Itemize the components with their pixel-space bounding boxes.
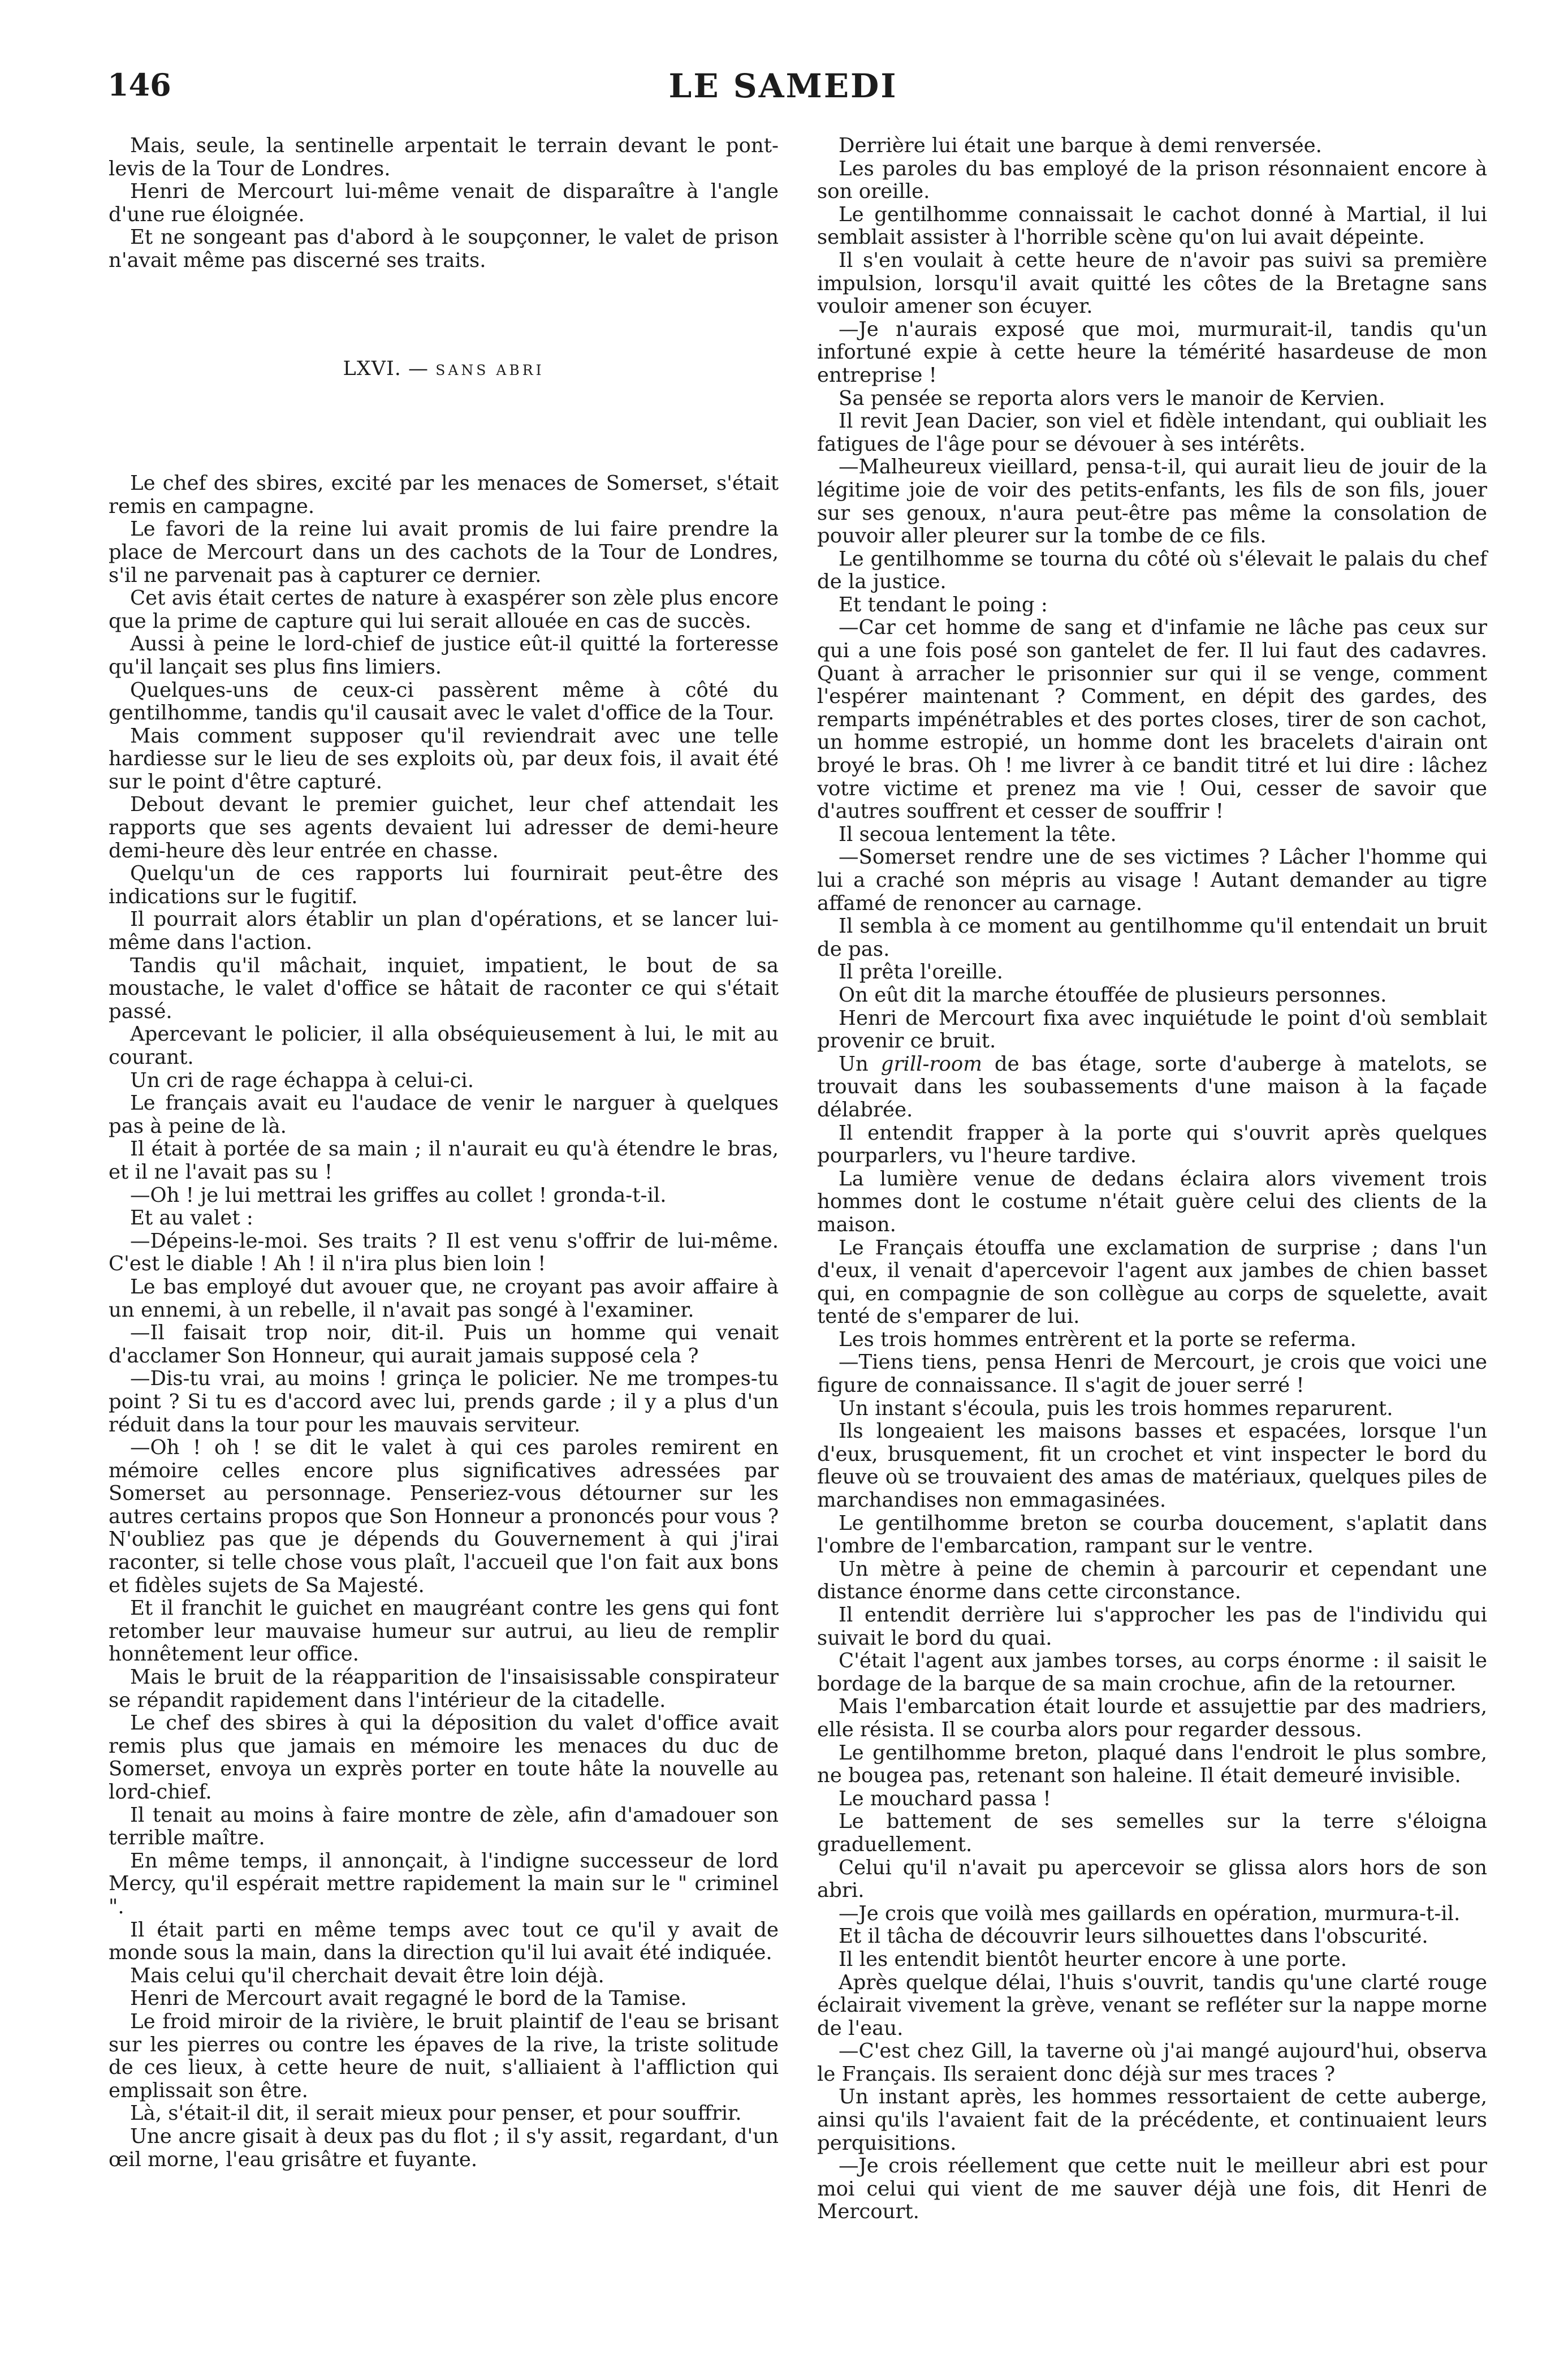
paragraph: Henri de Mercourt avait regagné le bord de la Tamise. bbox=[130, 1987, 687, 2011]
paragraph: Il tenait au moins à faire montre de zèle, afin d'amadouer son terrible maître. bbox=[109, 1803, 779, 1850]
paragraph: Mais, seule, la sentinelle arpentait le terrain devant le pont-levis de la Tour de Londres. bbox=[109, 134, 779, 180]
paragraph: Il était parti en même temps avec tout ce qu'il y avait de monde sous la main, dans la direction qu'il lui avait été indiquée. bbox=[109, 1918, 779, 1965]
paragraph: Et il franchit le guichet en maugréant contre les gens qui font retomber leur mauvaise humeur sur autrui, au lieu de remplir honnêtement leur office. bbox=[109, 1597, 779, 1666]
paragraph: Il entendit derrière lui s'approcher les pas de l'individu qui suivait le bord du quai. bbox=[817, 1603, 1487, 1650]
paragraph: Tandis qu'il mâchait, inquiet, impatient, le bout de sa moustache, le valet d'office se hâtait de raconter ce qui s'était passé. bbox=[109, 954, 779, 1023]
paragraph: —Dépeins-le-moi. Ses traits ? Il est venu s'offrir de lui-même. C'est le diable ! Ah ! il n'ira plus bien loin ! bbox=[109, 1229, 779, 1276]
paragraph: —C'est chez Gill, la taverne où j'ai mangé aujourd'hui, observa le Français. Ils seraient donc déjà sur mes traces ? bbox=[817, 2039, 1487, 2086]
paragraph: Le froid miroir de la rivière, le bruit plaintif de l'eau se brisant sur les pierres ou contre les épaves de la rive, la triste solitude de ces lieux, à cette heure de nuit, s'alliaient à l'affliction qui emplissait son être. bbox=[109, 2009, 779, 2102]
paragraph: On eût dit la marche étouffée de plusieurs personnes. bbox=[839, 983, 1387, 1007]
paragraph: Là, s'était-il dit, il serait mieux pour penser, et pour souffrir. bbox=[130, 2102, 742, 2125]
left-paragraphs-before bbox=[109, 135, 779, 273]
paragraph: Le gentilhomme connaissait le cachot donné à Martial, il lui semblait assister à l'horrible scène qu'on lui avait dépeinte. bbox=[817, 202, 1487, 249]
paragraph: Sa pensée se reporta alors vers le manoir de Kervien. bbox=[839, 386, 1385, 410]
right-paragraphs-part1 bbox=[817, 135, 1487, 1053]
paragraph: Derrière lui était une barque à demi renversée. bbox=[839, 134, 1322, 157]
paragraph: Les trois hommes entrèrent et la porte se referma. bbox=[839, 1327, 1357, 1351]
paragraph: —Je crois que voilà mes gaillards en opération, murmura-t-il. bbox=[839, 1901, 1461, 1925]
paragraph: Il secoua lentement la tête. bbox=[839, 822, 1117, 846]
paragraph: Quelques-uns de ceux-ci passèrent même à côté du gentilhomme, tandis qu'il causait avec le valet d'office de la Tour. bbox=[109, 678, 779, 725]
paragraph: Quelqu'un de ces rapports lui fournirait peut-être des indications sur le fugitif. bbox=[109, 862, 779, 908]
paragraph-grill-room: Un grill-room de bas étage, sorte d'auberge à matelots, se trouvait dans les soubassements d'une maison à la façade délabrée. bbox=[817, 1052, 1487, 1122]
page-header bbox=[96, 67, 1470, 118]
paragraph: Le bas employé dut avouer que, ne croyant pas avoir affaire à un ennemi, à un rebelle, il n'avait pas songé à l'examiner. bbox=[109, 1275, 779, 1322]
paragraph: C'était l'agent aux jambes torses, au corps énorme : il saisit le bordage de la barque de sa main crochue, afin de la retourner. bbox=[817, 1649, 1487, 1696]
paragraph: —Je n'aurais exposé que moi, murmurait-il, tandis qu'un infortuné expie à cette heure la témérité hasardeuse de mon entreprise ! bbox=[817, 317, 1487, 387]
running-title: LE SAMEDI bbox=[668, 67, 898, 105]
paragraph: Debout devant le premier guichet, leur chef attendait les rapports que ses agents devaient lui adresser de demi-heure demi-heure dès leur entrée en chasse. bbox=[109, 793, 779, 862]
paragraph: Et il tâcha de découvrir leurs silhouettes dans l'obscurité. bbox=[839, 1925, 1428, 1948]
paragraph: Le battement de ses semelles sur la terre s'éloigna graduellement. bbox=[817, 1810, 1487, 1856]
paragraph: —Il faisait trop noir, dit-il. Puis un homme qui venait d'acclamer Son Honneur, qui aurait jamais supposé cela ? bbox=[109, 1321, 779, 1368]
paragraph: Il pourrait alors établir un plan d'opérations, et se lancer lui-même dans l'action. bbox=[109, 908, 779, 955]
paragraph: Henri de Mercourt fixa avec inquiétude le point d'où semblait provenir ce bruit. bbox=[817, 1006, 1487, 1053]
paragraph: Les paroles du bas employé de la prison résonnaient encore à son oreille. bbox=[817, 157, 1487, 204]
paragraph: Un cri de rage échappa à celui-ci. bbox=[130, 1068, 474, 1092]
paragraph: Un instant après, les hommes ressortaient de cette auberge, ainsi qu'ils l'avaient fait de la précédente, et continuaient leurs perquisitions. bbox=[817, 2085, 1487, 2155]
paragraph: —Somerset rendre une de ses victimes ? Lâcher l'homme qui lui a craché son mépris au visage ! Autant demander au tigre affamé de renoncer au carnage. bbox=[817, 846, 1487, 915]
paragraph: Cet avis était certes de nature à exaspérer son zèle plus encore que la prime de capture qui lui serait allouée en cas de succès. bbox=[109, 586, 779, 633]
paragraph: Et tendant le poing : bbox=[839, 593, 1048, 616]
paragraph: Il était à portée de sa main ; il n'aurait eu qu'à étendre le bras, et il ne l'avait pas su ! bbox=[109, 1137, 779, 1184]
paragraph: Celui qu'il n'avait pu apercevoir se glissa alors hors de son abri. bbox=[817, 1856, 1487, 1903]
left-column bbox=[109, 135, 779, 2171]
paragraph: Il sembla à ce moment au gentilhomme qu'il entendait un bruit de pas. bbox=[817, 915, 1487, 961]
paragraph: Ils longeaient les maisons basses et espacées, lorsque l'un d'eux, brusquement, fit un crochet et vint inspecter le bord du fleuve où se trouvaient des amas de matériaux, quelques piles de marchandises non emmagasinées. bbox=[817, 1420, 1487, 1512]
page-number: 146 bbox=[107, 67, 171, 103]
paragraph: Le gentilhomme breton se courba doucement, s'aplatit dans l'ombre de l'embarcation, rampant sur le ventre. bbox=[817, 1511, 1487, 1558]
paragraph: Apercevant le policier, il alla obséquieusement à lui, le mit au courant. bbox=[109, 1023, 779, 1069]
paragraph: Le français avait eu l'audace de venir le narguer à quelques pas à peine de là. bbox=[109, 1092, 779, 1138]
paragraph: Après quelque délai, l'huis s'ouvrit, tandis qu'une clarté rouge éclairait vivement la grève, venant se refléter sur la nappe morne de l'eau. bbox=[817, 1970, 1487, 2040]
paragraph: Mais celui qu'il cherchait devait être loin déjà. bbox=[130, 1964, 604, 1987]
paragraph: Le mouchard passa ! bbox=[839, 1787, 1051, 1810]
paragraph: Le Français étouffa une exclamation de surprise ; dans l'un d'eux, il venait d'apercevoir l'agent aux jambes de chien basset qui, en compagnie de son collègue au corps de squelette, avait tenté de s'emparer de lui. bbox=[817, 1236, 1487, 1329]
paragraph: Le gentilhomme breton, plaqué dans l'endroit le plus sombre, ne bougea pas, retenant son haleine. Il était demeuré invisible. bbox=[817, 1741, 1487, 1788]
paragraph: —Dis-tu vrai, au moins ! grinça le policier. Ne me trompes-tu point ? Si tu es d'accord avec lui, prends garde ; il y a plus d'un réduit dans la tour pour les mauvais serviteur. bbox=[109, 1367, 779, 1437]
paragraph: Aussi à peine le lord-chief de justice eût-il quitté la forteresse qu'il lançait ses plus fins limiers. bbox=[109, 632, 779, 679]
paragraph: Mais le bruit de la réapparition de l'insaisissable conspirateur se répandit rapidement dans l'intérieur de la citadelle. bbox=[109, 1666, 779, 1712]
paragraph: Le chef des sbires à qui la déposition du valet d'office avait remis plus que jamais en mémoire les menaces du duc de Somerset, envoya un exprès porter en toute hâte la nouvelle au lord-chief. bbox=[109, 1711, 779, 1804]
paragraph: Il prêta l'oreille. bbox=[839, 960, 1003, 984]
paragraph: —Car cet homme de sang et d'infamie ne lâche pas ceux sur qui a une fois posé son gantelet de fer. Il lui faut des cadavres. Quant à arracher le prisonnier sur qui il se venge, comment l'espérer maintenant ? Comment, en dépit des gardes, des remparts impénétrables et des portes closes, tirer de son cachot, un homme estropié, un homme dont les bracelets d'airain ont broyé le bras. Oh ! me livrer à ce bandit titré et lui dire : lâchez votre victime et prenez ma vie ! Oui, cesser de savoir que d'autres souffrent et cesser de souffrir ! bbox=[817, 616, 1487, 823]
chapter-number: LXVI. — bbox=[343, 357, 429, 380]
paragraph: Un instant s'écoula, puis les trois hommes reparurent. bbox=[839, 1396, 1393, 1420]
chapter-title: SANS ABRI bbox=[435, 361, 545, 378]
paragraph: —Oh ! oh ! se dit le valet à qui ces paroles remirent en mémoire celles encore plus significatives adressées par Somerset au personnage. Penseriez-vous détourner sur les autres certains propos que Son Honneur a prononcés pour vous ? N'oubliez pas que je dépends du Gouvernement à qui j'irai raconter, si telle chose vous plaît, l'accueil que l'on fait aux bons et fidèles sujets de Sa Majesté. bbox=[109, 1436, 779, 1597]
paragraph: Il s'en voulait à cette heure de n'avoir pas suivi sa première impulsion, lorsqu'il avait quitté les côtes de la Bretagne sans vouloir amener son écuyer. bbox=[817, 248, 1487, 318]
paragraph: Henri de Mercourt lui-même venait de disparaître à l'angle d'une rue éloignée. bbox=[109, 180, 779, 226]
paragraph: —Malheureux vieillard, pensa-t-il, qui aurait lieu de jouir de la légitime joie de voir des petits-enfants, les fils de son fils, jouer sur ses genoux, n'aura peut-être pas même la consolation de pouvoir aller pleurer sur la tombe de ce fils. bbox=[817, 455, 1487, 548]
grill-room-term: grill-room bbox=[880, 1052, 982, 1076]
paragraph: Le favori de la reine lui avait promis de lui faire prendre la place de Mercourt dans un des cachots de la Tour de Londres, s'il ne parvenait pas à capturer ce dernier. bbox=[109, 517, 779, 587]
paragraph: —Je crois réellement que cette nuit le meilleur abri est pour moi celui qui vient de me sauver déjà une fois, dit Henri de Mercourt. bbox=[817, 2154, 1487, 2224]
paragraph: Mais comment supposer qu'il reviendrait avec une telle hardiesse sur le lieu de ses exploits où, par deux fois, il avait été sur le point d'être capturé. bbox=[109, 724, 779, 793]
paragraph: Et au valet : bbox=[130, 1206, 253, 1230]
paragraph: Une ancre gisait à deux pas du flot ; il s'y assit, regardant, d'un œil morne, l'eau grisâtre et fuyante. bbox=[109, 2124, 779, 2171]
paragraph: Mais l'embarcation était lourde et assujettie par des madriers, elle résista. Il se courba alors pour regarder dessous. bbox=[817, 1695, 1487, 1741]
paragraph: Un mètre à peine de chemin à parcourir et cependant une distance énorme dans cette circonstance. bbox=[817, 1557, 1487, 1604]
paragraph: Et ne songeant pas d'abord à le soupçonner, le valet de prison n'avait même pas discerné ses traits. bbox=[109, 226, 779, 272]
paragraph: Le chef des sbires, excité par les menaces de Somerset, s'était remis en campagne. bbox=[109, 472, 779, 518]
paragraph: En même temps, il annonçait, à l'indigne successeur de lord Mercy, qu'il espérait mettre rapidement la main sur le " criminel ". bbox=[109, 1849, 779, 1918]
paragraph: —Tiens tiens, pensa Henri de Mercourt, je crois que voici une figure de connaissance. Il s'agit de jouer serré ! bbox=[817, 1351, 1487, 1398]
right-paragraphs-part2 bbox=[817, 1122, 1487, 2224]
paragraph: La lumière venue de dedans éclaira alors vivement trois hommes dont le costume n'était guère celui des clients de la maison. bbox=[817, 1167, 1487, 1236]
right-column bbox=[817, 135, 1487, 2224]
paragraph: Il entendit frapper à la porte qui s'ouvrit après quelques pourparlers, vu l'heure tardive. bbox=[817, 1121, 1487, 1168]
left-paragraphs-after bbox=[109, 472, 779, 2171]
paragraph: Le gentilhomme se tourna du côté où s'élevait le palais du chef de la justice. bbox=[817, 547, 1487, 594]
paragraph: Il revit Jean Dacier, son viel et fidèle intendant, qui oubliait les fatigues de l'âge pour se dévouer à ses intérêts. bbox=[817, 409, 1487, 456]
paragraph: —Oh ! je lui mettrai les griffes au collet ! gronda-t-il. bbox=[130, 1183, 667, 1207]
paragraph: Il les entendit bientôt heurter encore à une porte. bbox=[839, 1947, 1347, 1971]
chapter-heading bbox=[109, 357, 779, 382]
